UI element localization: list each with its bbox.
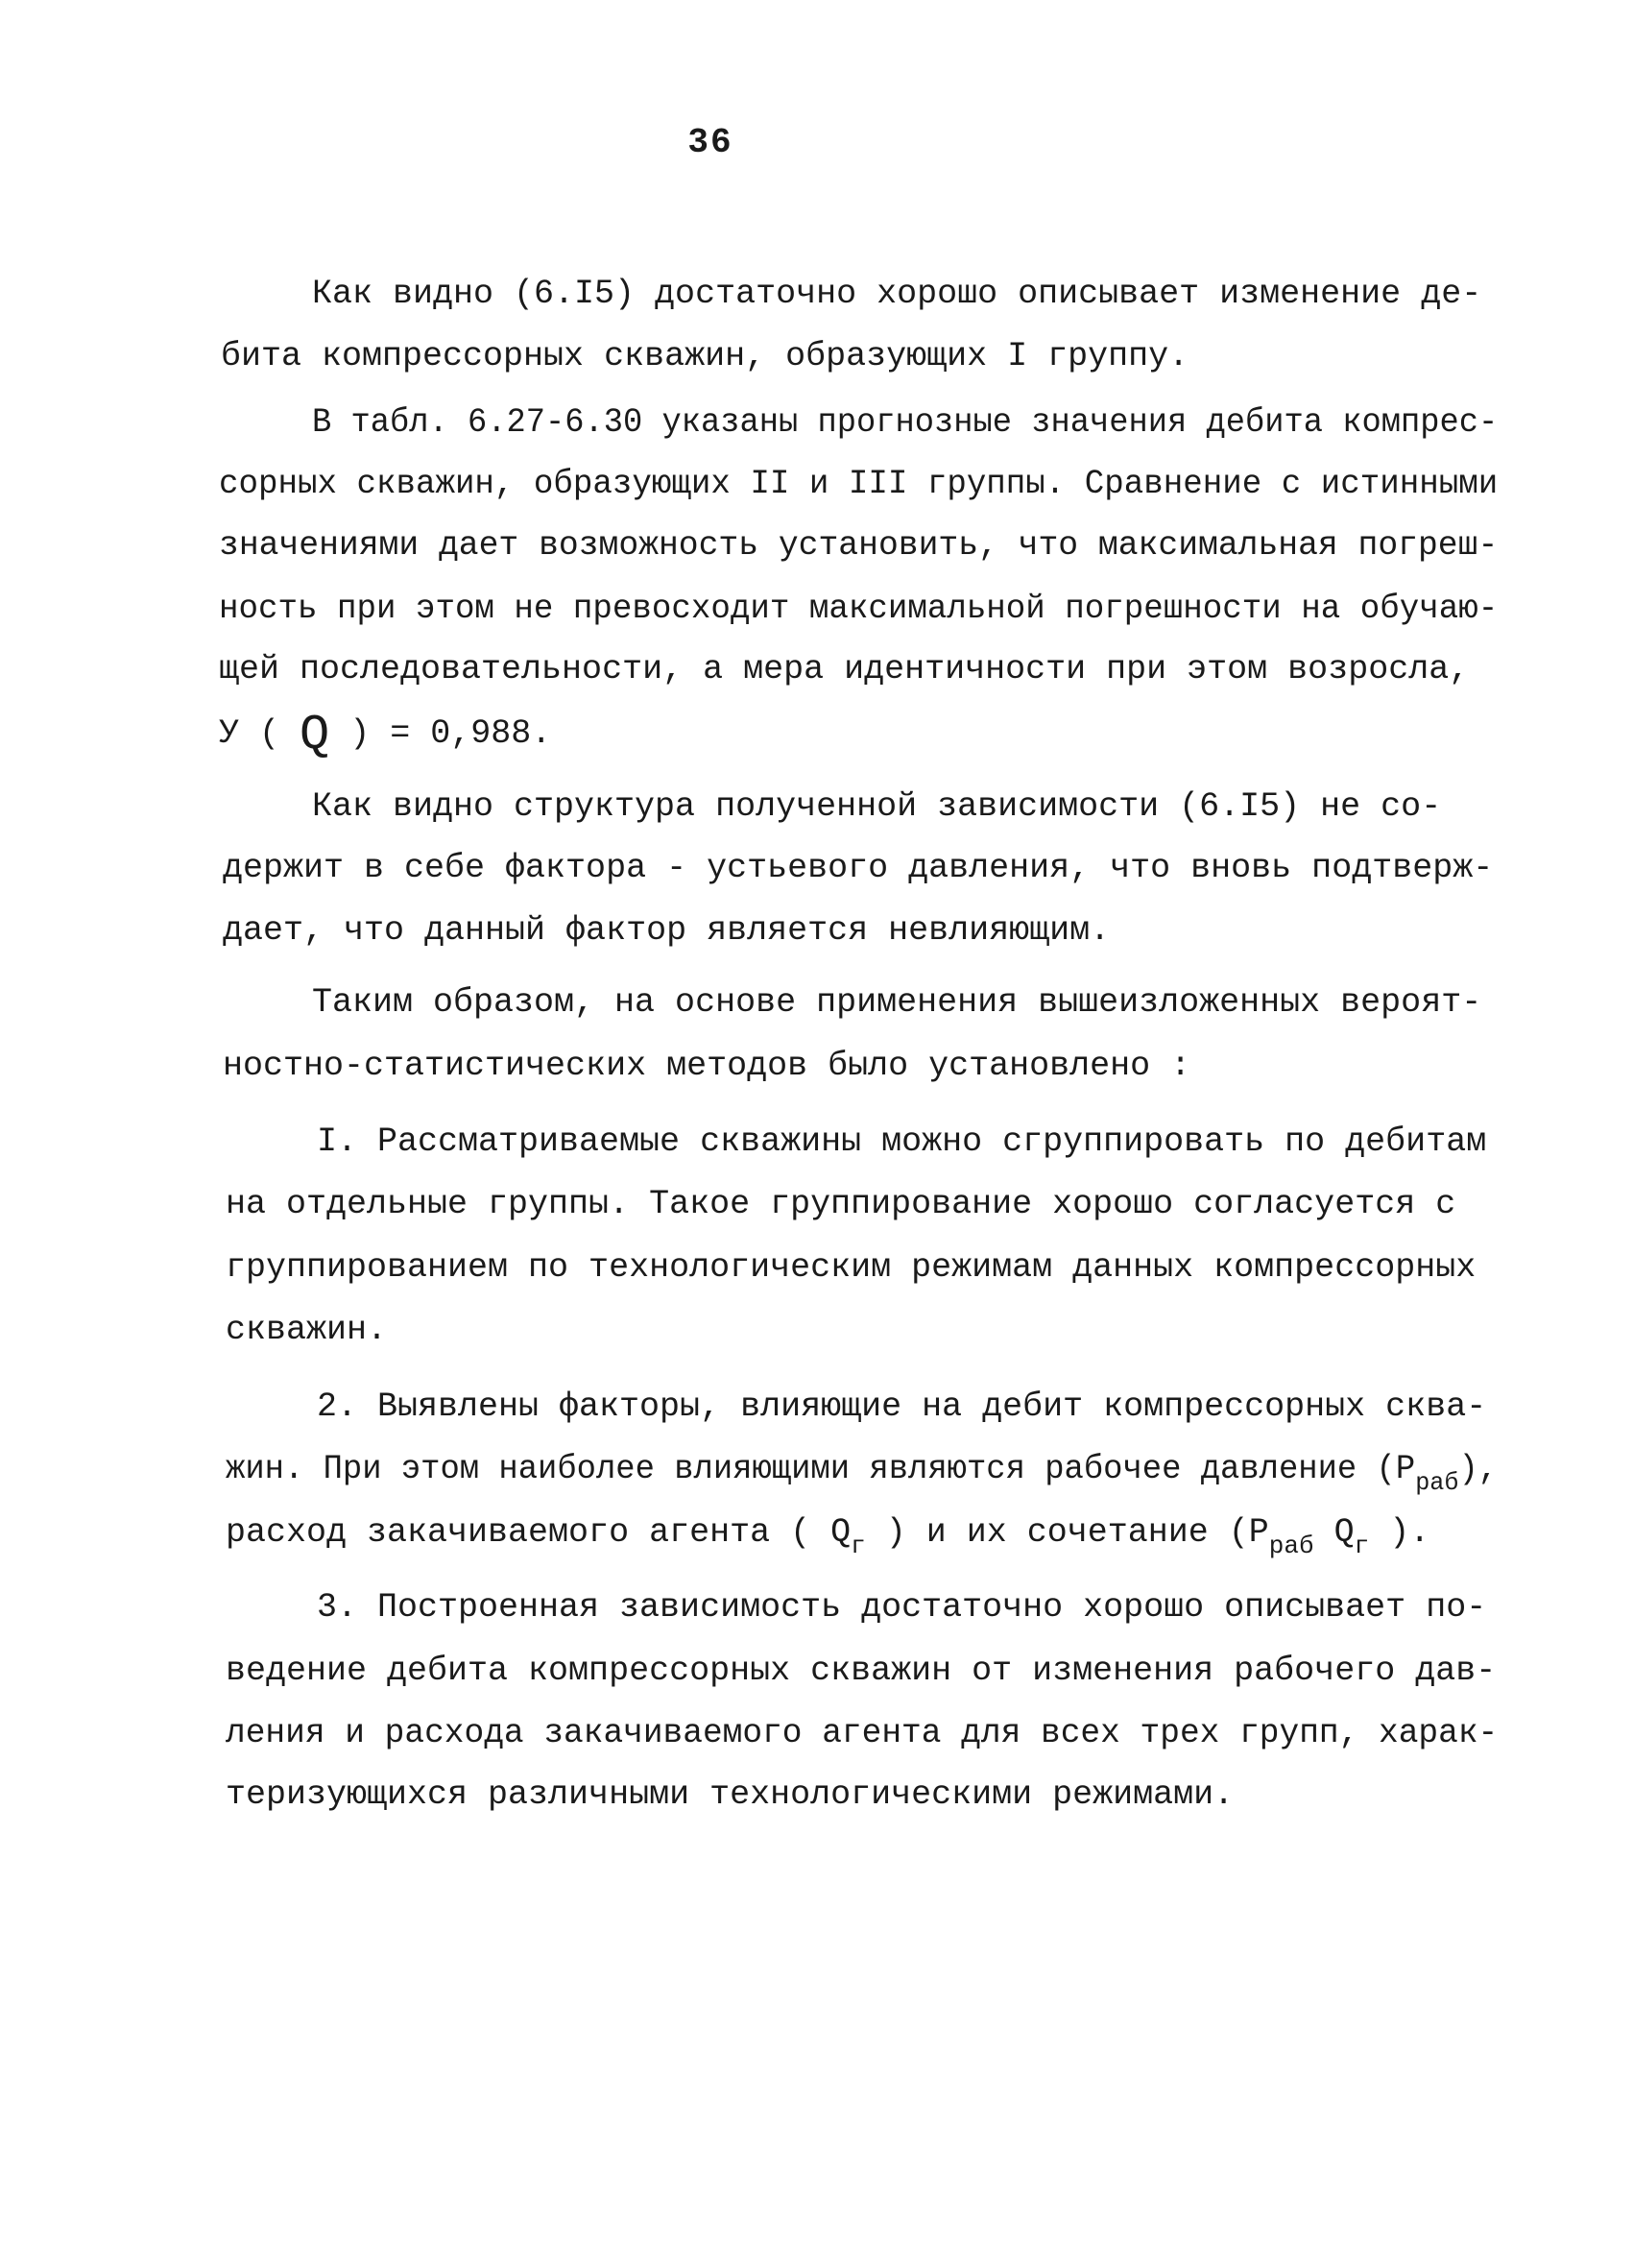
p2-line-4: ность при этом не превосходит максимальной погрешности на обучаю- (219, 590, 1499, 628)
item1-line-1: I. Рассматриваемые скважины можно сгруппировать по дебитам (317, 1122, 1487, 1161)
item1-line-2: на отдельные группы. Такое группирование хорошо согласуется с (226, 1185, 1456, 1223)
p2-formula-line (219, 707, 552, 763)
item2-line-2: жин. При этом наиболее влияющими являются рабочее давление $(P_{раб})$, (226, 1450, 1499, 1497)
p2-line-3: значениями дает возможность установить, что максимальная погреш- (219, 526, 1499, 565)
subscript-rab-2: раб (1268, 1532, 1314, 1560)
item2-line-3: расход закачиваемого агента ( $Q_г$ ) и их сочетание ($P_{раб}$ $Q_г$ ). (226, 1513, 1430, 1560)
subscript-g: г (851, 1532, 866, 1560)
item1-line-4: скважин. (226, 1311, 388, 1349)
p4-line-1: Таким образом, на основе применения вышеизложенных вероят- (312, 983, 1482, 1022)
formula-prefix: У ( (219, 714, 280, 753)
p1-line-1: Как видно (6.I5) достаточно хорошо описывает изменение де- (312, 275, 1482, 313)
subscript-rab: раб (1415, 1468, 1459, 1497)
p3-line-1: Как видно структура полученной зависимости (6.I5) не со- (312, 787, 1442, 826)
formula-symbol: Q (300, 707, 330, 763)
item3-line-2: ведение дебита компрессорных скважин от изменения рабочего дав- (226, 1652, 1497, 1690)
subscript-g-2: г (1354, 1532, 1370, 1560)
p2-line-2: сорных скважин, образующих II и III группы. Сравнение с истинными (219, 465, 1499, 503)
item3-line-4: теризующихся различными технологическими режимами. (226, 1775, 1235, 1814)
p3-line-2: держит в себе фактора - устьевого давления, что вновь подтверж- (223, 849, 1494, 887)
item3-line-3: ления и расхода закачиваемого агента для всех трех групп, харак- (226, 1714, 1499, 1752)
formula-suffix: ) = 0,988. (349, 714, 552, 753)
p4-line-2: ностно-статистических методов было установлено : (223, 1047, 1191, 1085)
item1-line-3: группированием по технологическим режимам данных компрессорных (226, 1248, 1477, 1287)
p2-line-5: щей последовательности, а мера идентичности при этом возросла, (219, 650, 1470, 688)
p1-line-2: бита компрессорных скважин, образующих I группу. (221, 337, 1189, 375)
p3-line-3: дает, что данный фактор является невлияющим. (223, 911, 1111, 950)
item2-line-1: 2. Выявлены факторы, влияющие на дебит компрессорных сква- (317, 1387, 1487, 1426)
p2-line-1: В табл. 6.27-6.30 указаны прогнозные значения дебита компрес- (312, 403, 1499, 442)
page-number: 36 (687, 123, 733, 162)
item3-line-1: 3. Построенная зависимость достаточно хорошо описывает по- (317, 1588, 1487, 1627)
